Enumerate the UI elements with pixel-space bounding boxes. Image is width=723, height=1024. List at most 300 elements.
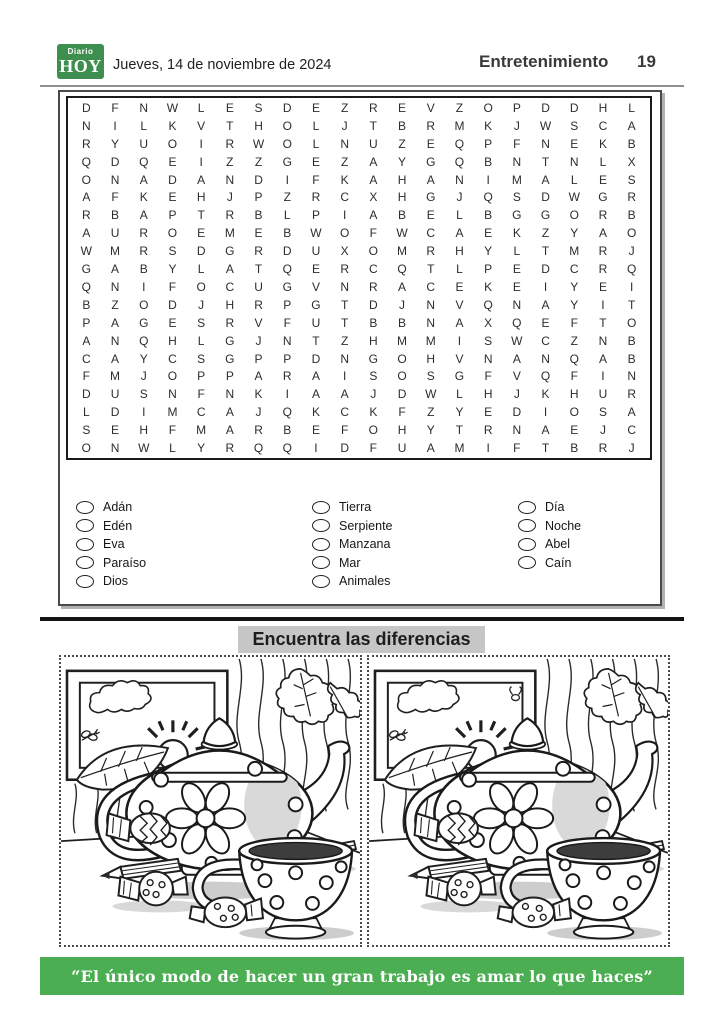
grid-letter: E	[311, 100, 320, 115]
grid-letter: Q	[282, 262, 292, 277]
grid-letter: K	[484, 279, 493, 294]
grid-letter: J	[226, 190, 233, 205]
grid-letter: K	[598, 136, 607, 151]
grid-letter: W	[511, 333, 523, 348]
grid-letter: A	[111, 315, 120, 330]
word-item	[76, 500, 146, 515]
grid-letter: L	[628, 100, 635, 115]
grid-letter: Q	[454, 136, 465, 151]
grid-letter: W	[166, 100, 179, 115]
grid-letter: O	[483, 100, 493, 115]
grid-letter: O	[282, 118, 292, 133]
word-checkbox-circle	[76, 519, 94, 532]
differences-panels	[59, 655, 670, 947]
grid-letter: Z	[427, 405, 435, 420]
grid-letter: Z	[226, 154, 234, 169]
grid-letter: K	[484, 118, 493, 133]
grid-letter: R	[311, 190, 321, 205]
grid-letter: R	[225, 441, 235, 456]
word-checkbox-circle	[518, 556, 536, 569]
grid-letter: R	[426, 118, 436, 133]
grid-letter: Y	[570, 226, 579, 241]
grid-letter: G	[81, 262, 92, 277]
grid-letter: A	[111, 351, 120, 366]
grid-letter: V	[254, 315, 263, 330]
grid-letter: Q	[569, 351, 579, 366]
grid-letter: A	[455, 315, 464, 330]
word-item	[76, 519, 146, 534]
grid-letter: C	[369, 262, 378, 277]
grid-letter: A	[598, 351, 607, 366]
grid-letter: A	[426, 172, 435, 187]
grid-letter: K	[340, 172, 349, 187]
grid-letter: D	[254, 172, 263, 187]
grid-letter: Z	[340, 100, 349, 115]
grid-letter: B	[627, 208, 636, 223]
grid-letter: D	[369, 297, 378, 312]
grid-letter: P	[283, 351, 292, 366]
grid-letter: B	[484, 208, 493, 223]
grid-letter: T	[226, 118, 234, 133]
grid-letter: T	[312, 333, 320, 348]
grid-letter: M	[397, 244, 408, 259]
grid-letter: H	[369, 333, 378, 348]
grid-letter: G	[282, 154, 292, 169]
grid-letter: N	[426, 297, 436, 312]
grid-letter: A	[627, 118, 636, 133]
grid-letter: O	[196, 279, 206, 294]
grid-letter: U	[598, 387, 608, 402]
grid-letter: F	[570, 369, 578, 384]
grid-letter: L	[197, 100, 205, 115]
word-label: Paraíso	[103, 555, 147, 570]
word-checkbox-circle	[76, 556, 94, 569]
grid-letter: J	[628, 441, 635, 456]
grid-letter: S	[426, 369, 435, 384]
grid-letter: A	[398, 279, 407, 294]
grid-letter: I	[199, 154, 203, 169]
grid-letter: G	[598, 190, 608, 205]
grid-letter: A	[426, 441, 435, 456]
grid-letter: Z	[340, 333, 349, 348]
grid-letter: L	[570, 172, 578, 187]
word-checkbox-circle	[312, 575, 330, 588]
grid-letter: V	[311, 279, 320, 294]
grid-letter: E	[254, 226, 263, 241]
grid-letter: O	[368, 244, 379, 259]
grid-letter: Q	[512, 315, 522, 330]
grid-letter: R	[483, 423, 493, 438]
grid-letter: R	[254, 297, 263, 312]
grid-letter: E	[598, 172, 607, 187]
grid-letter: R	[225, 208, 235, 223]
grid-letter: E	[225, 100, 234, 115]
grid-letter: N	[627, 369, 636, 384]
grid-letter: Z	[570, 333, 578, 348]
grid-letter: R	[225, 315, 235, 330]
grid-letter: P	[484, 262, 493, 277]
grid-letter: R	[254, 244, 263, 259]
quote-text: “El único modo de hacer un gran trabajo es amar lo que haces”	[71, 966, 653, 986]
grid-letter: S	[139, 387, 148, 402]
grid-letter: F	[168, 279, 177, 294]
grid-letter: C	[426, 279, 436, 294]
grid-letter: S	[369, 369, 378, 384]
word-label: Noche	[545, 518, 582, 533]
word-checkbox-circle	[312, 519, 330, 532]
grid-letter: W	[539, 118, 552, 133]
grid-letter: J	[513, 118, 520, 133]
grid-letter: N	[110, 279, 120, 294]
grid-letter: F	[82, 369, 91, 384]
grid-letter: U	[110, 387, 120, 402]
grid-letter: E	[398, 100, 407, 115]
grid-letter: W	[568, 190, 580, 205]
grid-letter: P	[283, 297, 292, 312]
grid-letter: V	[455, 297, 464, 312]
grid-letter: Y	[570, 297, 579, 312]
grid-letter: B	[484, 154, 493, 169]
grid-letter: G	[454, 369, 465, 384]
grid-letter: A	[225, 423, 234, 438]
grid-letter: R	[282, 369, 292, 384]
grid-letter: Z	[455, 100, 464, 115]
grid-letter: J	[198, 297, 205, 312]
grid-letter: M	[110, 244, 121, 259]
grid-letter: J	[456, 190, 463, 205]
grid-letter: C	[627, 423, 636, 438]
grid-letter: B	[398, 315, 407, 330]
grid-letter: H	[254, 118, 263, 133]
grid-letter: N	[225, 387, 235, 402]
grid-letter: T	[340, 297, 349, 312]
grid-letter: Z	[283, 190, 291, 205]
grid-letter: W	[425, 387, 437, 402]
grid-letter: J	[513, 387, 520, 402]
word-item	[312, 519, 393, 534]
grid-letter: H	[168, 333, 177, 348]
grid-letter: S	[197, 315, 206, 330]
grid-letter: N	[541, 351, 550, 366]
grid-letter: K	[512, 226, 521, 241]
word-column	[76, 500, 146, 593]
grid-letter: J	[341, 118, 348, 133]
grid-letter: C	[340, 190, 349, 205]
grid-letter: B	[570, 441, 579, 456]
grid-letter: L	[456, 387, 463, 402]
grid-letter: B	[254, 208, 263, 223]
grid-letter: K	[541, 387, 550, 402]
grid-letter: Z	[111, 297, 119, 312]
grid-letter: V	[197, 118, 206, 133]
grid-letter: T	[340, 315, 349, 330]
grid-letter: A	[139, 172, 148, 187]
grid-letter: Q	[139, 154, 149, 169]
grid-letter: A	[541, 423, 550, 438]
grid-letter: E	[512, 262, 521, 277]
word-label: Serpiente	[339, 518, 393, 533]
grid-letter: I	[601, 297, 605, 312]
brand-logo-main-text: HOY	[59, 56, 102, 76]
grid-letter: O	[282, 136, 292, 151]
grid-letter: T	[197, 208, 205, 223]
word-checkbox-circle	[518, 538, 536, 551]
grid-letter: T	[254, 262, 263, 277]
grid-letter: E	[541, 315, 550, 330]
grid-letter: H	[455, 244, 464, 259]
grid-letter: Q	[81, 154, 92, 169]
grid-letter: P	[82, 315, 91, 330]
grid-letter: D	[110, 154, 120, 169]
grid-letter: J	[370, 387, 377, 402]
grid-letter: H	[483, 387, 493, 402]
grid-letter: Q	[139, 333, 149, 348]
grid-letter: F	[168, 423, 177, 438]
grid-letter: L	[513, 244, 521, 259]
grid-letter: I	[342, 208, 347, 223]
grid-letter: U	[311, 315, 321, 330]
brand-logo-top-text: Diario	[67, 47, 94, 56]
grid-letter: I	[142, 279, 146, 294]
word-item	[76, 574, 146, 589]
grid-letter: Y	[484, 244, 493, 259]
grid-letter: O	[626, 226, 637, 241]
grid-letter: D	[82, 100, 91, 115]
grid-letter: A	[197, 172, 206, 187]
grid-letter: O	[339, 226, 350, 241]
grid-letter: P	[254, 190, 263, 205]
grid-letter: I	[342, 369, 347, 384]
grid-letter: D	[282, 100, 292, 115]
grid-letter: A	[311, 387, 320, 402]
grid-letter: A	[82, 190, 91, 205]
differences-panel-right	[367, 655, 670, 947]
grid-letter: I	[601, 369, 605, 384]
grid-letter: W	[80, 244, 92, 259]
grid-letter: R	[82, 208, 91, 223]
grid-letter: L	[283, 208, 291, 223]
grid-letter: A	[111, 262, 120, 277]
grid-letter: F	[111, 100, 119, 115]
grid-letter: S	[197, 351, 206, 366]
grid-letter: O	[397, 369, 407, 384]
grid-letter: N	[168, 387, 177, 402]
grid-letter: Q	[397, 262, 407, 277]
grid-letter: T	[599, 315, 607, 330]
grid-letter: Y	[398, 154, 407, 169]
differences-title-row	[0, 626, 723, 653]
grid-letter: E	[168, 190, 177, 205]
grid-letter: F	[513, 441, 521, 456]
grid-letter: G	[311, 297, 321, 312]
grid-letter: M	[511, 172, 522, 187]
word-item	[312, 556, 393, 571]
grid-letter: N	[139, 100, 149, 115]
grid-letter: O	[569, 405, 579, 420]
word-checkbox-circle	[76, 501, 94, 514]
grid-letter: A	[598, 226, 607, 241]
grid-letter: P	[254, 351, 263, 366]
grid-letter: W	[396, 226, 408, 241]
word-item	[76, 556, 146, 571]
grid-letter: O	[81, 172, 92, 187]
grid-letter: F	[484, 369, 492, 384]
grid-letter: L	[140, 118, 148, 133]
grid-letter: Y	[426, 423, 435, 438]
word-label: Tierra	[339, 500, 372, 515]
grid-letter: U	[311, 244, 321, 259]
grid-letter: N	[512, 423, 522, 438]
grid-letter: L	[599, 154, 607, 169]
grid-letter: M	[167, 405, 178, 420]
grid-letter: A	[369, 172, 378, 187]
grid-letter: R	[340, 262, 349, 277]
grid-letter: A	[82, 333, 91, 348]
grid-letter: B	[111, 208, 120, 223]
grid-letter: D	[110, 405, 120, 420]
word-item	[312, 537, 393, 552]
grid-letter: D	[196, 244, 206, 259]
grid-letter: L	[169, 441, 176, 456]
grid-letter: D	[512, 405, 522, 420]
grid-letter: E	[455, 279, 464, 294]
grid-letter: V	[455, 351, 464, 366]
grid-letter: R	[225, 136, 235, 151]
differences-panel-left	[59, 655, 362, 947]
grid-letter: S	[484, 333, 493, 348]
grid-letter: P	[512, 100, 521, 115]
grid-letter: I	[457, 333, 462, 348]
grid-letter: C	[598, 118, 608, 133]
grid-letter: D	[340, 441, 349, 456]
word-item	[76, 537, 146, 552]
grid-letter: D	[541, 190, 550, 205]
grid-letter: E	[426, 208, 435, 223]
word-checkbox-circle	[312, 501, 330, 514]
grid-letter: D	[541, 262, 550, 277]
grid-letter: P	[484, 136, 493, 151]
grid-letter: A	[340, 387, 349, 402]
grid-letter: T	[541, 154, 550, 169]
grid-letter: N	[340, 351, 349, 366]
grid-letter: N	[225, 172, 235, 187]
grid-letter: O	[139, 297, 149, 312]
grid-letter: Y	[111, 136, 120, 151]
grid-letter: A	[139, 208, 148, 223]
grid-letter: R	[254, 423, 263, 438]
grid-letter: F	[283, 315, 291, 330]
grid-letter: X	[484, 315, 493, 330]
grid-letter: W	[310, 226, 322, 241]
grid-letter: H	[397, 190, 407, 205]
grid-letter: U	[397, 441, 407, 456]
grid-letter: N	[569, 154, 579, 169]
grid-letter: G	[426, 190, 436, 205]
grid-letter: N	[426, 315, 436, 330]
grid-letter: Z	[398, 136, 406, 151]
grid-letter: J	[255, 405, 262, 420]
grid-letter: U	[139, 136, 149, 151]
grid-letter: N	[483, 351, 493, 366]
grid-letter: N	[110, 172, 120, 187]
grid-letter: A	[541, 297, 550, 312]
grid-letter: C	[426, 226, 436, 241]
section-divider	[40, 617, 684, 621]
grid-letter: R	[369, 279, 378, 294]
grid-letter: C	[569, 262, 579, 277]
grid-letter: K	[369, 405, 378, 420]
grid-letter: C	[82, 351, 91, 366]
grid-letter: X	[340, 244, 349, 259]
grid-letter: V	[512, 369, 521, 384]
grid-letter: M	[110, 369, 121, 384]
grid-letter: A	[254, 369, 263, 384]
grid-letter: G	[139, 315, 149, 330]
grid-letter: I	[285, 172, 289, 187]
grid-letter: G	[225, 333, 235, 348]
grid-letter: Z	[541, 226, 550, 241]
grid-letter: N	[512, 297, 522, 312]
grid-letter: E	[168, 315, 177, 330]
grid-letter: M	[454, 441, 465, 456]
grid-letter: D	[541, 100, 550, 115]
grid-letter: R	[139, 244, 149, 259]
grid-letter: D	[569, 100, 579, 115]
grid-letter: H	[426, 351, 436, 366]
grid-letter: T	[627, 297, 636, 312]
grid-letter: T	[541, 441, 550, 456]
grid-letter: Y	[455, 405, 464, 420]
grid-letter: E	[311, 262, 320, 277]
word-label: Eva	[103, 537, 125, 552]
grid-letter: G	[225, 244, 235, 259]
grid-letter: E	[426, 136, 435, 151]
grid-letter: P	[311, 208, 320, 223]
header-divider	[40, 85, 684, 87]
grid-letter: G	[512, 208, 522, 223]
grid-letter: M	[454, 118, 465, 133]
grid-letter: D	[82, 387, 91, 402]
grid-letter: H	[225, 297, 235, 312]
brand-logo	[57, 44, 104, 79]
word-label: Manzana	[339, 537, 391, 552]
differences-illustration-left	[61, 657, 360, 945]
grid-letter: A	[225, 262, 234, 277]
grid-letter: D	[282, 244, 292, 259]
grid-letter: E	[197, 226, 206, 241]
grid-letter: P	[168, 208, 177, 223]
grid-letter: J	[399, 297, 406, 312]
grid-letter: Q	[540, 369, 551, 384]
grid-letter: A	[225, 405, 234, 420]
grid-letter: I	[285, 387, 289, 402]
grid-letter: J	[255, 333, 262, 348]
grid-letter: S	[627, 172, 636, 187]
grid-letter: O	[167, 226, 178, 241]
grid-letter: F	[340, 423, 349, 438]
grid-letter: E	[311, 154, 320, 169]
grid-letter: L	[197, 262, 205, 277]
grid-letter: N	[541, 136, 550, 151]
grid-letter: Q	[626, 262, 637, 277]
grid-letter: S	[254, 100, 263, 115]
grid-letter: W	[138, 441, 150, 456]
grid-letter: E	[484, 405, 493, 420]
grid-letter: L	[312, 136, 320, 151]
grid-letter: P	[197, 369, 206, 384]
grid-letter: C	[196, 405, 206, 420]
grid-letter: I	[199, 136, 203, 151]
